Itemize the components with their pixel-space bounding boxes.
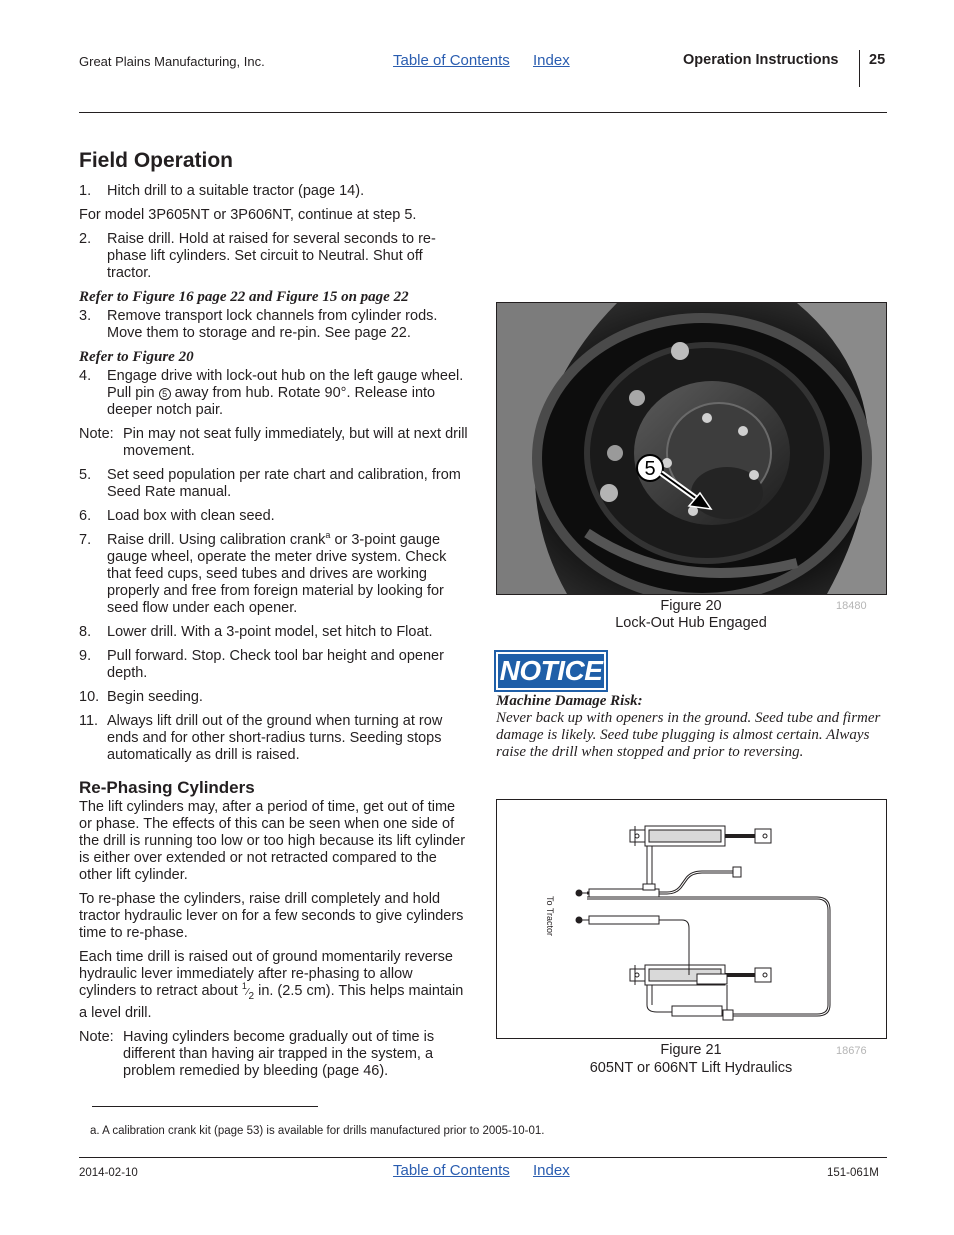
company-name: Great Plains Manufacturing, Inc. (79, 54, 265, 69)
step-3 (79, 308, 469, 342)
step-text: Hitch drill to a suitable tractor (page 14). (107, 183, 365, 199)
callout-5-label: 5 (644, 458, 656, 480)
step-text-part: Engage drive with lock-out hub on the left gauge wheel. Pull pin (107, 368, 464, 401)
model-note: For model 3P605NT or 3P606NT, continue at step 5. (79, 207, 417, 223)
step-number: 1. (79, 183, 92, 199)
footnote-rule (92, 1106, 318, 1107)
lift-hydraulics-schematic (497, 800, 886, 1038)
step-text: Remove transport lock channels from cylinder rods. Move them to storage and re-pin. See page 22. (107, 308, 438, 341)
step-10 (79, 689, 469, 706)
step-5 (79, 467, 469, 501)
step-4 (79, 368, 469, 419)
note-pin (79, 426, 469, 460)
notice-title: Machine Damage Risk: (496, 693, 643, 709)
notice-body: Never back up with openers in the ground. Seed tube and firmer damage is likely. Seed tube plugging is almost certain. Always raise the drill when stopped and prior to reversing. (496, 710, 881, 760)
paragraph-text-part: in. (2.5 cm). This helps maintain a level drill. (79, 983, 464, 1021)
note-text: Having cylinders become gradually out of time is different than having air trapped in the system, a problem remedied by bleeding (page 46). (123, 1028, 435, 1079)
left-column (79, 148, 469, 1087)
step-number: 11. (79, 713, 99, 729)
step-number: 10. (79, 689, 100, 705)
notice-badge (496, 652, 606, 690)
step-text: Begin seeding. (107, 689, 203, 705)
step-number: 2. (79, 231, 92, 247)
figure-21-diagram (496, 799, 887, 1039)
notice-content (496, 693, 888, 761)
note-bleeding (79, 1029, 469, 1080)
step-1 (79, 183, 469, 200)
step-text: Load box with clean seed. (107, 508, 275, 524)
paragraph-text-part: Each time drill is raised out of ground momentarily reverse hydraulic lever immediately after re-phasing to allow cylinders to retract about (79, 949, 453, 999)
step-number: 5. (79, 467, 92, 483)
step-text-part: or 3-point gauge gauge wheel, operate the meter drive system. Check that feed cups, seed tubes and drives are working properly and free from foreign material by looking for seed flow under each opener. (107, 532, 447, 616)
rephasing-paragraph-2: To re-phase the cylinders, raise drill completely and hold tractor hydraulic lever on for a few seconds to give cylinders time to re-phase. (79, 891, 464, 941)
step-number: 7. (79, 532, 92, 548)
step-text: Always lift drill out of the ground when turning at row ends and for other short-radius turns. Seeding stops automatically as drill is raised. (107, 713, 443, 763)
pin-callout-icon: 5 (159, 388, 171, 400)
figure-20-number: Figure 20 (660, 598, 722, 614)
step-8 (79, 624, 469, 641)
rephasing-heading: Re-Phasing Cylinders (79, 778, 255, 797)
header-toc-link[interactable]: Table of Contents (393, 52, 510, 69)
step-text (107, 368, 469, 419)
step-text (107, 532, 469, 617)
note-label: Note: (79, 1028, 114, 1045)
fraction-denominator: 2 (248, 990, 255, 1002)
fraction-numerator: 1 (241, 981, 247, 992)
footer-rule (79, 1157, 887, 1158)
step-2 (79, 231, 469, 282)
step-number: 4. (79, 368, 92, 384)
notice-label: NOTICE (499, 655, 603, 686)
figure-21-caption (560, 1041, 822, 1077)
step-6 (79, 508, 469, 525)
figure-20-photo (496, 302, 887, 595)
figure-20-caption (560, 598, 822, 632)
footer-index-link[interactable]: Index (533, 1162, 570, 1179)
footnote-marker: a (325, 530, 331, 541)
figure-21-title: 605NT or 606NT Lift Hydraulics (589, 1060, 793, 1076)
footnote-text: a. A calibration crank kit (page 53) is available for drills manufactured prior to 2005-10-01. (90, 1125, 545, 1137)
fraction-slash: ⁄ (246, 987, 249, 998)
footer-date: 2014-02-10 (79, 1167, 138, 1179)
step-7 (79, 532, 469, 617)
step-text: Pull forward. Stop. Check tool bar height and opener depth. (107, 648, 444, 681)
figure-21-image-number: 18676 (836, 1045, 867, 1057)
note-label: Note: (79, 426, 114, 442)
step-text: Set seed population per rate chart and calibration, from Seed Rate manual. (107, 467, 461, 500)
to-tractor-label: To Tractor (545, 896, 555, 937)
footer-toc-link[interactable]: Table of Contents (393, 1162, 510, 1179)
note-text: Pin may not seat fully immediately, but will at next drill movement. (123, 426, 468, 459)
step-11 (79, 713, 469, 764)
field-operation-heading: Field Operation (79, 149, 234, 172)
figure-reference: Refer to Figure 20 (79, 349, 194, 365)
step-number: 9. (79, 648, 92, 664)
figure-reference: Refer to Figure 16 page 22 and Figure 15 on page 22 (79, 289, 409, 305)
rephasing-paragraph-3 (79, 949, 469, 1022)
section-title: Operation Instructions (683, 52, 839, 68)
figure-20-title: Lock-Out Hub Engaged (615, 615, 767, 631)
header-rule (79, 112, 887, 113)
header-divider (859, 50, 860, 87)
header-index-link[interactable]: Index (533, 52, 570, 69)
page-number: 25 (869, 52, 886, 68)
step-number: 8. (79, 624, 92, 640)
step-text: Lower drill. With a 3-point model, set hitch to Float. (107, 624, 433, 640)
step-number: 6. (79, 508, 92, 524)
step-number: 3. (79, 308, 92, 324)
hub-photo-illustration (497, 303, 886, 594)
rephasing-paragraph-1: The lift cylinders may, after a period of time, get out of time or phase. The effects of this can be seen when one side of the drill is running too low or too high because its lift cylinder is either over extended or not retracted compared to the other lift cylinder. (79, 799, 466, 883)
step-text: Raise drill. Hold at raised for several seconds to re-phase lift cylinders. Set circuit to Neutral. Shut off tractor. (107, 231, 436, 281)
footer-part-number: 151-061M (827, 1167, 879, 1179)
step-text-part: away from hub. Rotate 90°. Release into deeper notch pair. (107, 385, 436, 418)
step-9 (79, 648, 469, 682)
figure-20-image-number: 18480 (836, 600, 867, 612)
figure-21-number: Figure 21 (660, 1042, 722, 1058)
step-text-part: Raise drill. Using calibration crank (107, 532, 326, 548)
